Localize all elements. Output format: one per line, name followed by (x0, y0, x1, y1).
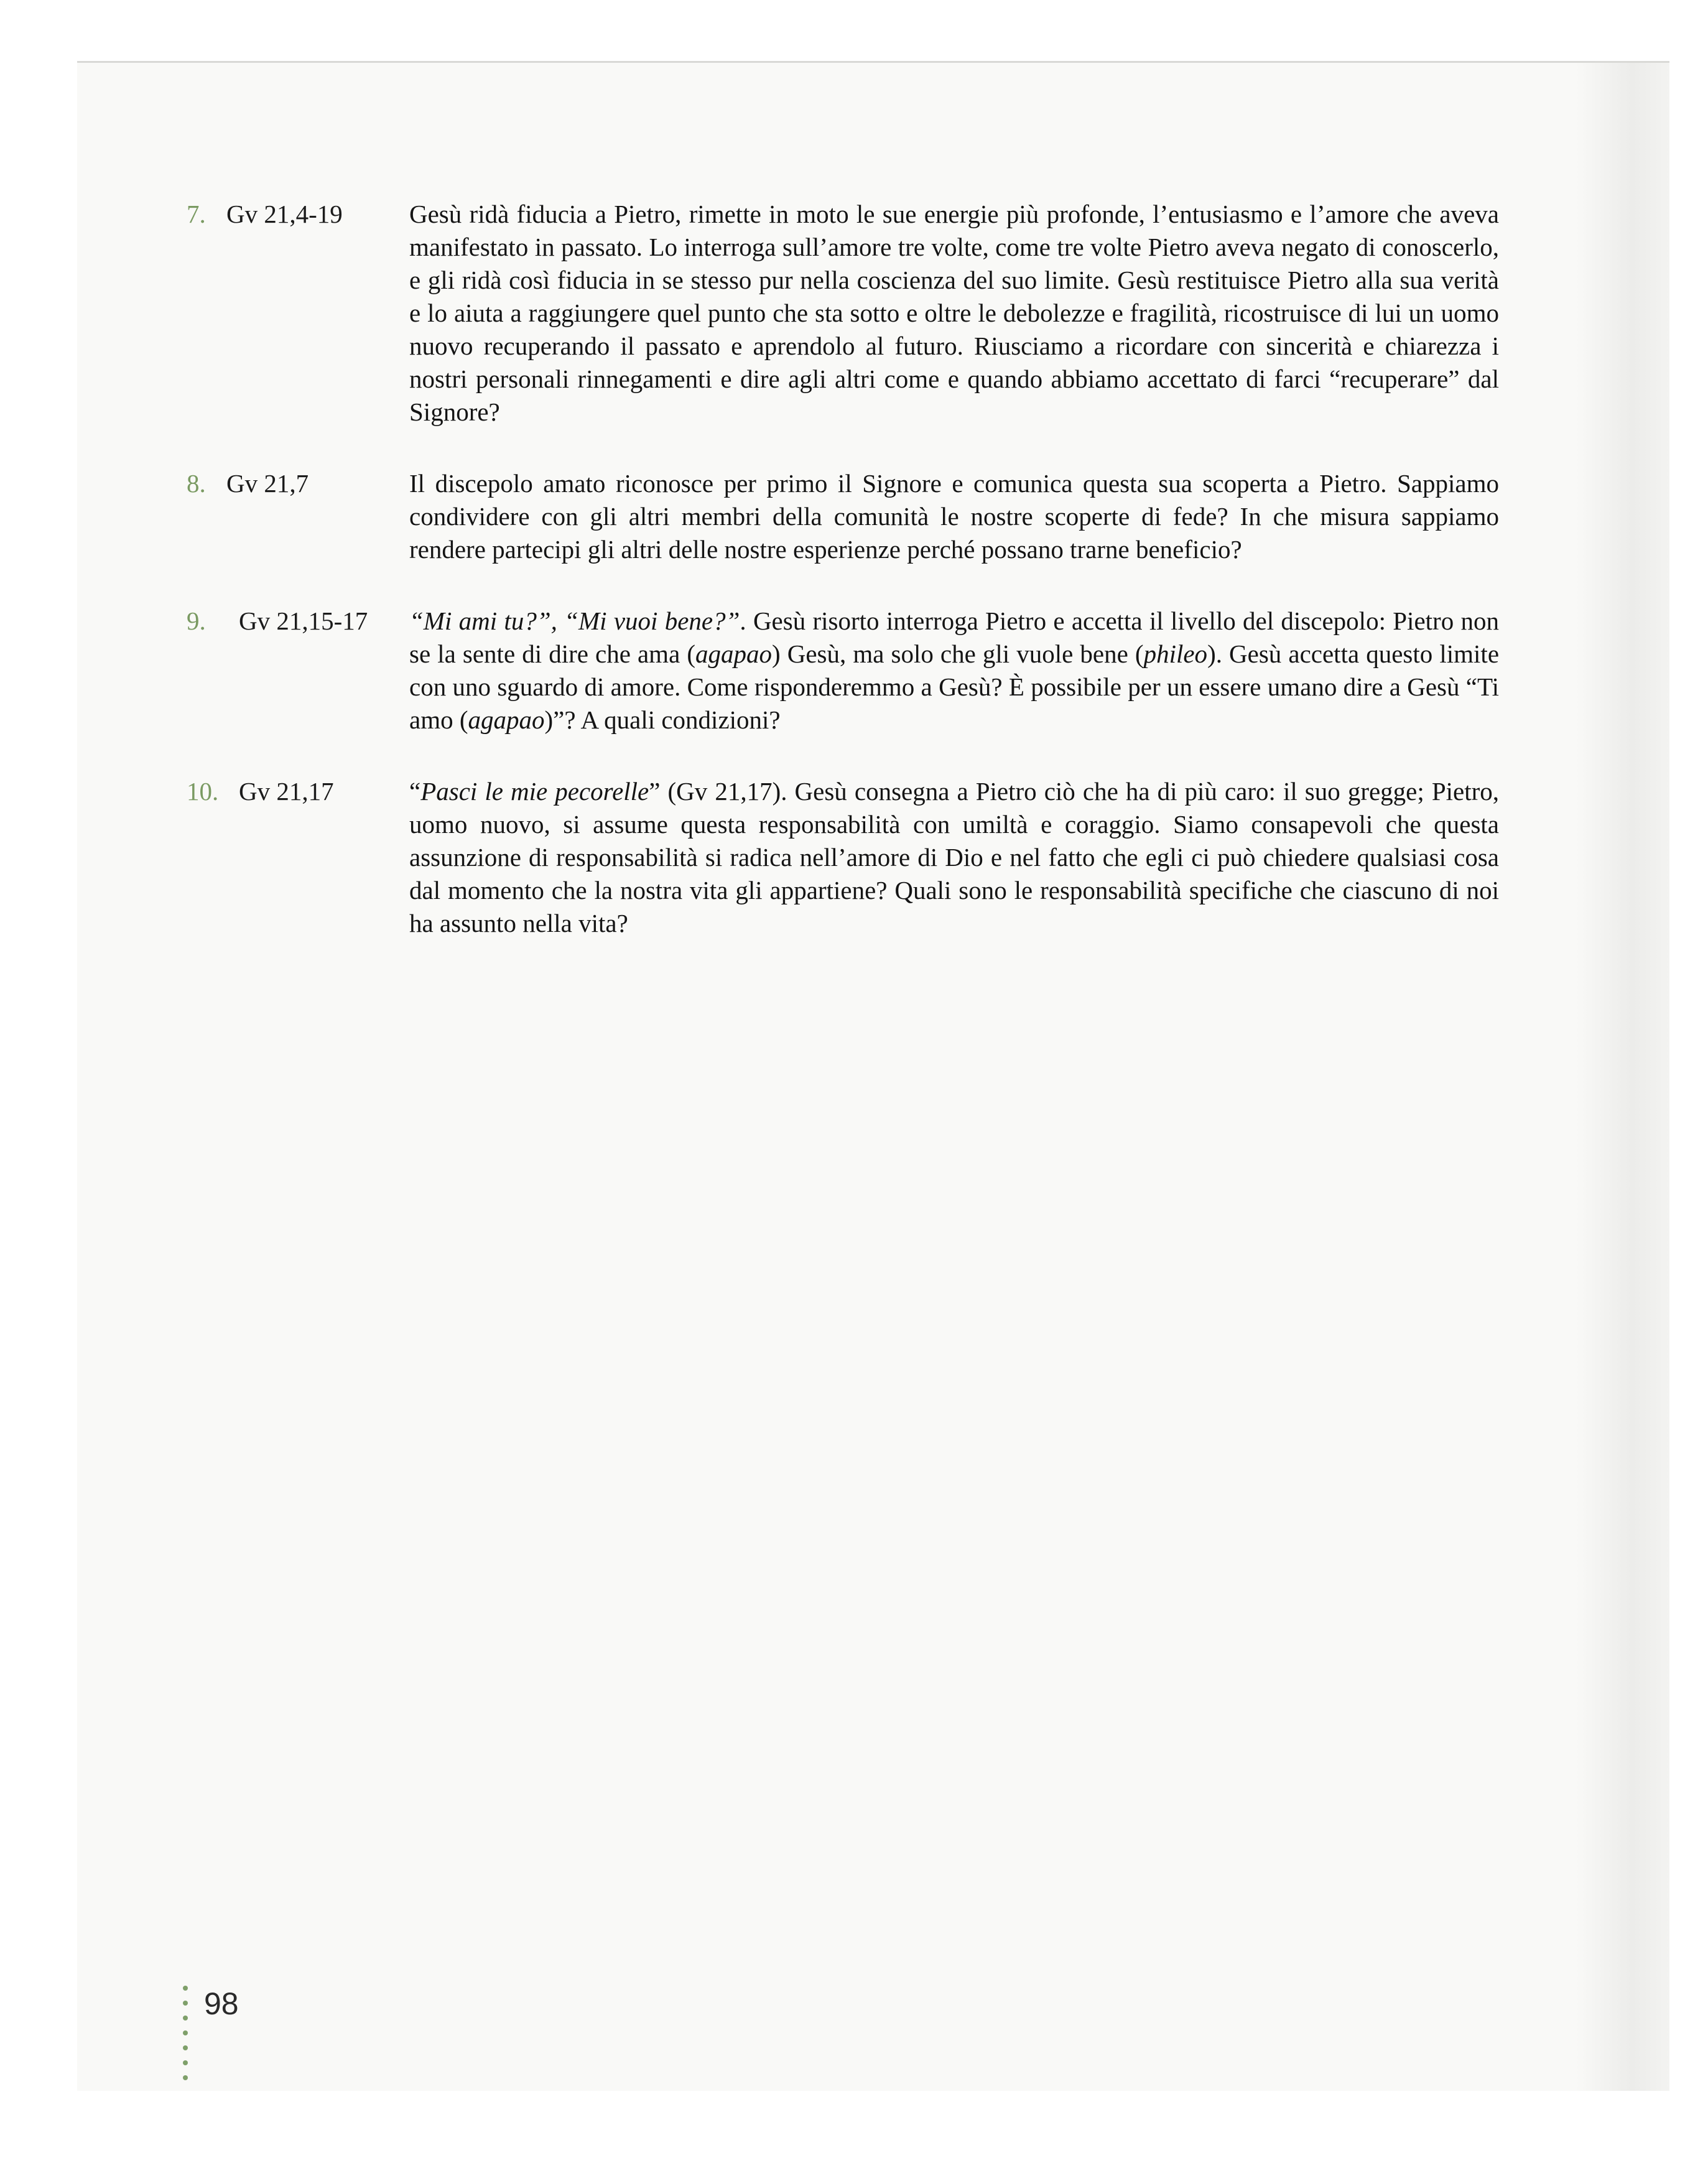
entry-text-part: ” (Gv 21,17). Gesù consegna a Pietro ciò che ha di più caro: il suo gregge; Pietro, uomo nuovo, si assume questa responsabilità con umiltà e coraggio. Siamo consapevoli che questa assunzione di responsabilità si radica nell’amore di Dio e nel fatto che egli ci può chiedere qualsiasi cosa dal momento che la nostra vita gli appartiene? Quali sono le responsabilità specifiche che ciascuno di noi ha assunto nella vita? (409, 777, 1499, 937)
entry-open-quote: “ (409, 777, 421, 806)
page-fold-shadow (1576, 63, 1669, 2091)
greek-term: agapao (468, 705, 545, 734)
entry-quote: Pasci le mie pecorelle (420, 777, 649, 806)
dot (183, 2045, 188, 2050)
entry-reference: Gv 21,15-17 (239, 607, 368, 635)
dot (183, 2030, 188, 2035)
entry-reference: Gv 21,7 (226, 469, 309, 498)
question-entry-10 (187, 775, 1499, 940)
dot (183, 2016, 188, 2021)
question-entry-8 (187, 467, 1499, 566)
entry-text: Gesù ridà fiducia a Pietro, rimette in moto le sue energie più profonde, l’entusiasmo e l’amore che aveva manifestato in passato. Lo interroga sull’amore tre volte, come tre volte Pietro aveva negato di conoscerlo, e gli ridà così fiducia in se stesso pur nella coscienza del suo limite. Gesù restituisce Pietro alla sua verità e lo aiuta a raggiungere quel punto che sta sotto e oltre le debolezze e fragilità, ricostruisce di lui un uomo nuovo recuperando il passato e aprendolo al futuro. Riusciamo a ricordare con sincerità e chiarezza i nostri personali rinnegamenti e dire agli altri come e quando abbiamo accettato di farci “recuperare” dal Signore? (409, 200, 1499, 426)
entry-text-part: . Gesù risorto interroga Pietro e accetta il livello del discepolo: Pietro non se la sente di dire che ama ( (409, 607, 1499, 668)
entry-text: Il discepolo amato riconosce per primo il Signore e comunica questa sua scoperta a Pietro. Sappiamo condividere con gli altri membri della comunità le nostre scoperte di fede? In che misura sappiamo rendere partecipi gli altri delle nostre esperienze perché possano trarne beneficio? (409, 469, 1499, 564)
question-entry-9 (187, 605, 1499, 737)
entry-text (409, 605, 1499, 737)
dot (183, 2060, 188, 2065)
dot (183, 2075, 188, 2080)
entry-text (409, 775, 1499, 940)
question-list (187, 198, 1499, 979)
entry-reference: Gv 21,4-19 (226, 200, 343, 228)
greek-term: agapao (695, 639, 773, 668)
entry-text-part: )”? A quali condizioni? (544, 705, 781, 734)
entry-number: 7. (187, 200, 206, 228)
entry-text-part: ). Gesù accetta questo limite con uno sguardo di amore. Come risponderemmo a Gesù? È possibile per un essere umano dire a Gesù “Ti amo ( (409, 639, 1500, 734)
decorative-dots (183, 1986, 189, 2080)
dot (183, 1986, 188, 1991)
entry-number: 10. (187, 777, 219, 806)
entry-quote: “Mi ami tu?”, “Mi vuoi bene?” (409, 607, 740, 635)
page-number: 98 (204, 1986, 239, 2021)
entry-number: 8. (187, 469, 206, 498)
dot (183, 2001, 188, 2006)
entry-text-part: ) Gesù, ma solo che gli vuole bene ( (772, 639, 1144, 668)
entry-reference: Gv 21,17 (239, 777, 334, 806)
page-footer (183, 1986, 282, 2091)
entry-number: 9. (187, 607, 206, 635)
greek-term: phileo (1143, 639, 1208, 668)
question-entry-7 (187, 198, 1499, 429)
